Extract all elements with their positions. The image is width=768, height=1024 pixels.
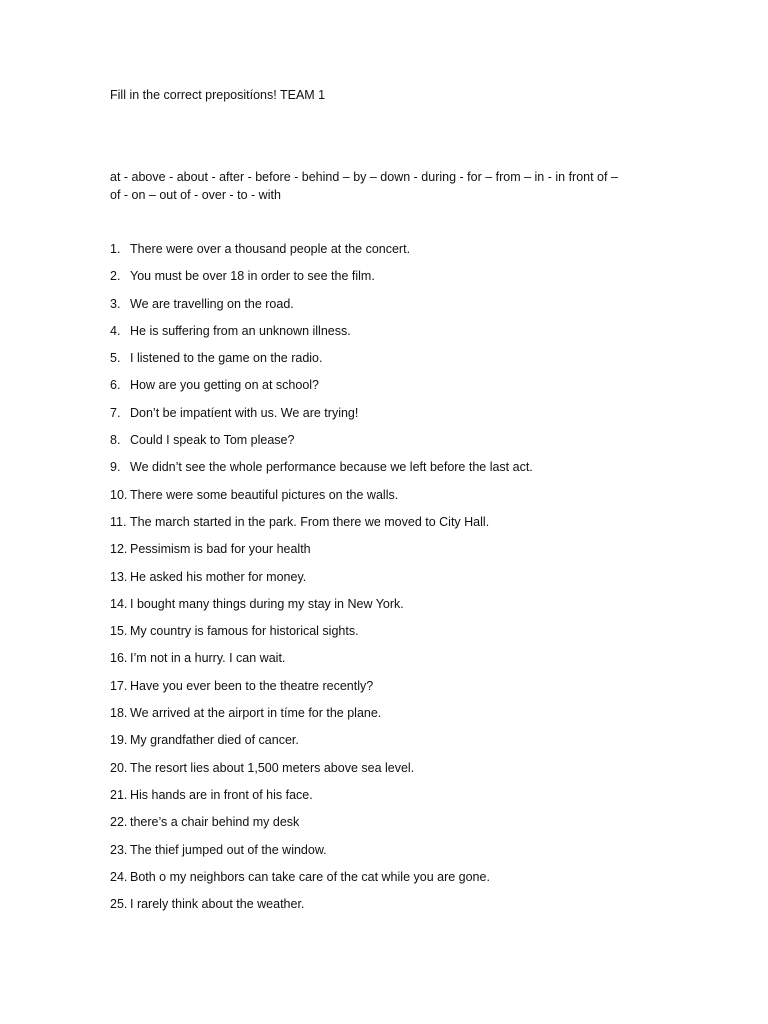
page-title: Fill in the correct prepositíons! TEAM 1 [110,88,326,102]
list-item [110,458,533,485]
item-text: The thief jumped out of the window. [130,842,327,857]
list-item [110,540,533,567]
word-bank-line-1: at - above - about - after - before - behind – by – down - during - for – from – in - in front of – [110,170,618,184]
list-item [110,622,533,649]
item-text: He asked his mother for money. [130,569,307,584]
list-item [110,595,533,622]
exercise-list [110,240,533,922]
item-text: Could I speak to Tom please? [130,433,295,448]
item-number: 11. [110,514,127,529]
item-text: How are you getting on at school? [130,378,320,393]
item-number: 13. [110,569,128,584]
item-text: I listened to the game on the radio. [130,351,323,366]
list-item [110,895,533,922]
item-number: 20. [110,760,128,775]
list-item [110,759,533,786]
item-text: We didn’t see the whole performance because we left before the last act. [130,460,533,475]
item-number: 14. [110,596,128,611]
item-number: 5. [110,351,121,366]
item-text: There were some beautiful pictures on the walls. [130,487,399,502]
list-item [110,649,533,676]
item-number: 15. [110,624,128,639]
list-item [110,240,533,267]
item-number: 18. [110,706,128,721]
item-number: 9. [110,460,121,475]
item-number: 17. [110,678,128,693]
list-item [110,486,533,513]
item-number: 6. [110,378,121,393]
list-item [110,513,533,540]
item-number: 10. [110,487,128,502]
list-item [110,677,533,704]
item-text: We arrived at the airport in tíme for the plane. [130,706,382,721]
list-item [110,295,533,322]
item-text: I rarely think about the weather. [130,897,305,912]
item-text: The march started in the park. From there we moved to City Hall. [130,514,490,529]
item-text: I bought many things during my stay in New York. [130,596,404,611]
item-text: there’s a chair behind my desk [130,815,300,830]
item-text: Have you ever been to the theatre recently? [130,678,374,693]
list-item [110,841,533,868]
item-number: 16. [110,651,128,666]
list-item [110,868,533,895]
word-bank [110,168,655,204]
item-text: He is suffering from an unknown illness. [130,323,351,338]
item-number: 12. [110,542,128,557]
list-item [110,267,533,294]
item-number: 8. [110,433,121,448]
item-text: Pessimism is bad for your health [130,542,311,557]
list-item [110,704,533,731]
item-number: 19. [110,733,128,748]
item-text: Don’t be impatíent with us. We are trying! [130,405,359,420]
item-number: 4. [110,323,121,338]
item-text: We are travelling on the road. [130,296,294,311]
item-text: My country is famous for historical sights. [130,624,359,639]
word-bank-line-2: of - on – out of - over - to - with [110,188,281,202]
item-number: 23. [110,842,128,857]
list-item [110,431,533,458]
item-number: 2. [110,269,121,284]
list-item [110,731,533,758]
list-item [110,349,533,376]
list-item [110,376,533,403]
list-item [110,568,533,595]
list-item [110,322,533,349]
item-text: There were over a thousand people at the concert. [130,242,411,256]
item-number: 25. [110,897,128,912]
list-item [110,404,533,431]
item-number: 7. [110,405,121,420]
item-text: Both o my neighbors can take care of the cat while you are gone. [130,869,490,884]
item-number: 24. [110,869,128,884]
item-text: I’m not in a hurry. I can wait. [130,651,286,666]
item-text: The resort lies about 1,500 meters above sea level. [130,760,415,775]
item-number: 1. [110,242,121,256]
item-text: His hands are in front of his face. [130,787,313,802]
item-number: 3. [110,296,121,311]
item-text: My grandfather died of cancer. [130,733,299,748]
item-number: 21. [110,787,128,802]
item-number: 22. [110,815,128,830]
list-item [110,813,533,840]
list-item [110,786,533,813]
item-text: You must be over 18 in order to see the film. [130,269,375,284]
